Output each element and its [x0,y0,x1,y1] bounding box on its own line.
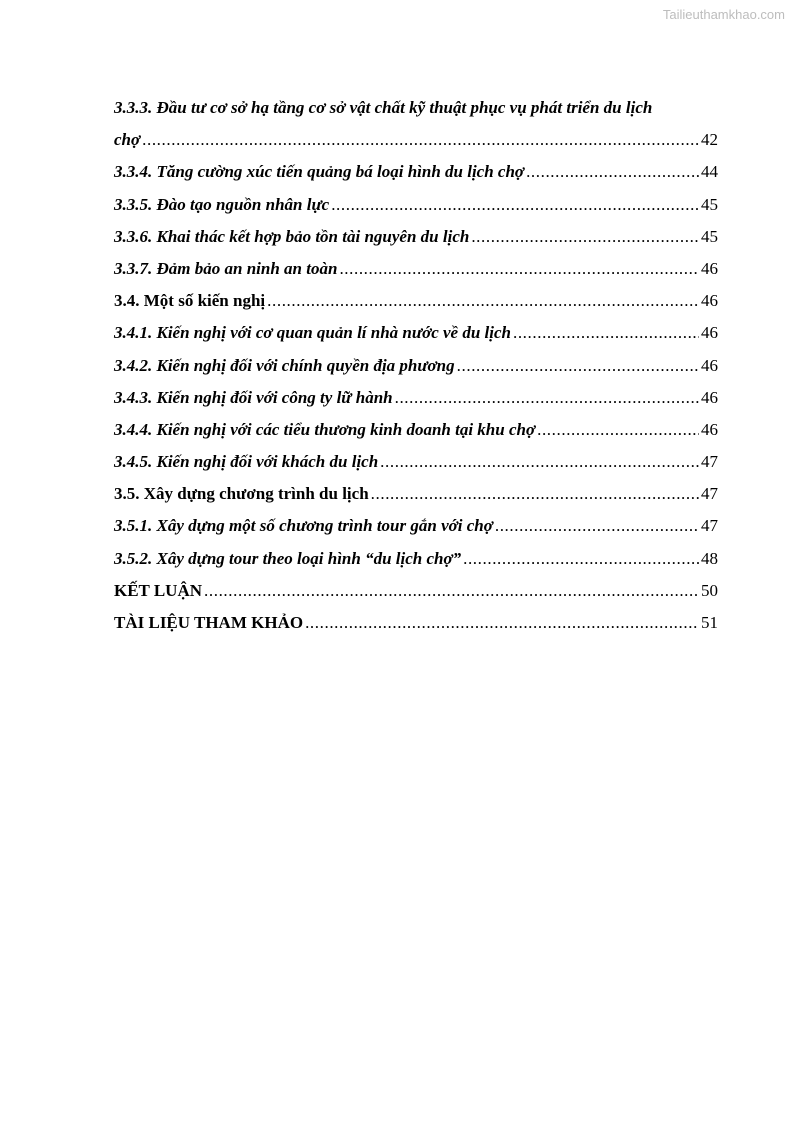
toc-entry[interactable] [114,317,718,349]
toc-leader-dots [142,124,699,156]
toc-page-number: 46 [701,291,718,311]
toc-leader-dots [305,607,699,639]
toc-entry-label: 3.4.5. Kiến nghị đối với khách du lịch [114,452,379,472]
toc-page-number: 47 [701,484,718,504]
toc-entry-label: 3.3.5. Đào tạo nguồn nhân lực [114,194,330,214]
toc-leader-dots [371,478,699,510]
toc-entry-3-3-3-line1[interactable] [114,92,718,124]
toc-leader-dots [380,446,699,478]
toc-page-number: 47 [701,516,718,536]
toc-entry-label: chợ [114,130,141,150]
toc-entry-label: 3.3.7. Đảm bảo an ninh an toàn [114,258,338,278]
toc-leader-dots [495,510,699,542]
toc-leader-dots [267,285,699,317]
toc-entry-label: 3.4.4. Kiến nghị với các tiểu thương kinh doanh tại khu chợ [114,419,536,439]
toc-leader-dots [537,414,699,446]
toc-leader-dots [204,575,699,607]
toc-entry[interactable] [114,446,718,478]
toc-entry[interactable] [114,350,718,382]
toc-entry[interactable] [114,607,718,639]
toc-entry[interactable] [114,478,718,510]
toc-entry[interactable] [114,156,718,188]
toc-page-number: 48 [701,548,718,568]
toc-entry-label: 3.4.1. Kiến nghị với cơ quan quản lí nhà nước về du lịch [114,323,511,343]
toc-page-number: 46 [701,258,718,278]
toc-entry[interactable] [114,575,718,607]
table-of-contents [114,92,718,639]
toc-entry-label: 3.4.3. Kiến nghị đối với công ty lữ hành [114,387,393,407]
toc-page-number: 50 [701,580,718,600]
toc-entry-label: KẾT LUẬN [114,580,203,600]
toc-leader-dots [395,382,699,414]
toc-page-number: 46 [701,323,718,343]
toc-page-number: 44 [701,162,718,182]
toc-entry-label: 3.5.2. Xây dựng tour theo loại hình “du lịch chợ” [114,548,462,568]
toc-page-number: 46 [701,387,718,407]
toc-leader-dots [463,543,699,575]
toc-entry[interactable] [114,221,718,253]
toc-entry[interactable] [114,414,718,446]
toc-leader-dots [457,350,699,382]
toc-page-number: 51 [701,613,718,632]
toc-page-number: 42 [701,130,718,150]
toc-entry[interactable] [114,543,718,575]
toc-entry-label: 3.3.4. Tăng cường xúc tiến quảng bá loại hình du lịch chợ [114,162,525,182]
toc-entry-label: 3.4.2. Kiến nghị đối với chính quyền địa phương [114,355,455,375]
toc-entry[interactable] [114,253,718,285]
toc-page-number: 47 [701,452,718,472]
toc-page-number: 45 [701,226,718,246]
toc-entry-label: 3.4. Một số kiến nghị [114,291,266,311]
watermark: Tailieuthamkhao.com [662,7,785,22]
toc-entry-label: 3.3.6. Khai thác kết hợp bảo tồn tài nguyên du lịch [114,226,470,246]
toc-leader-dots [526,156,699,188]
toc-leader-dots [331,189,699,221]
toc-entry-label: TÀI LIỆU THAM KHẢO [114,613,304,632]
toc-entry[interactable] [114,382,718,414]
toc-leader-dots [339,253,699,285]
toc-leader-dots [471,221,699,253]
toc-entry-label: 3.3.3. Đầu tư cơ sở hạ tầng cơ sở vật chất kỹ thuật phục vụ phát triển du lịch [114,98,653,117]
toc-entry-3-3-3-line2[interactable] [114,124,718,156]
toc-page-number: 46 [701,355,718,375]
toc-entry-label: 3.5.1. Xây dựng một số chương trình tour gắn với chợ [114,516,493,536]
toc-page-number: 45 [701,194,718,214]
toc-entry[interactable] [114,285,718,317]
toc-leader-dots [513,317,699,349]
toc-list [114,156,718,639]
toc-page-number: 46 [701,419,718,439]
toc-entry[interactable] [114,510,718,542]
toc-entry[interactable] [114,189,718,221]
toc-entry-label: 3.5. Xây dựng chương trình du lịch [114,484,369,504]
